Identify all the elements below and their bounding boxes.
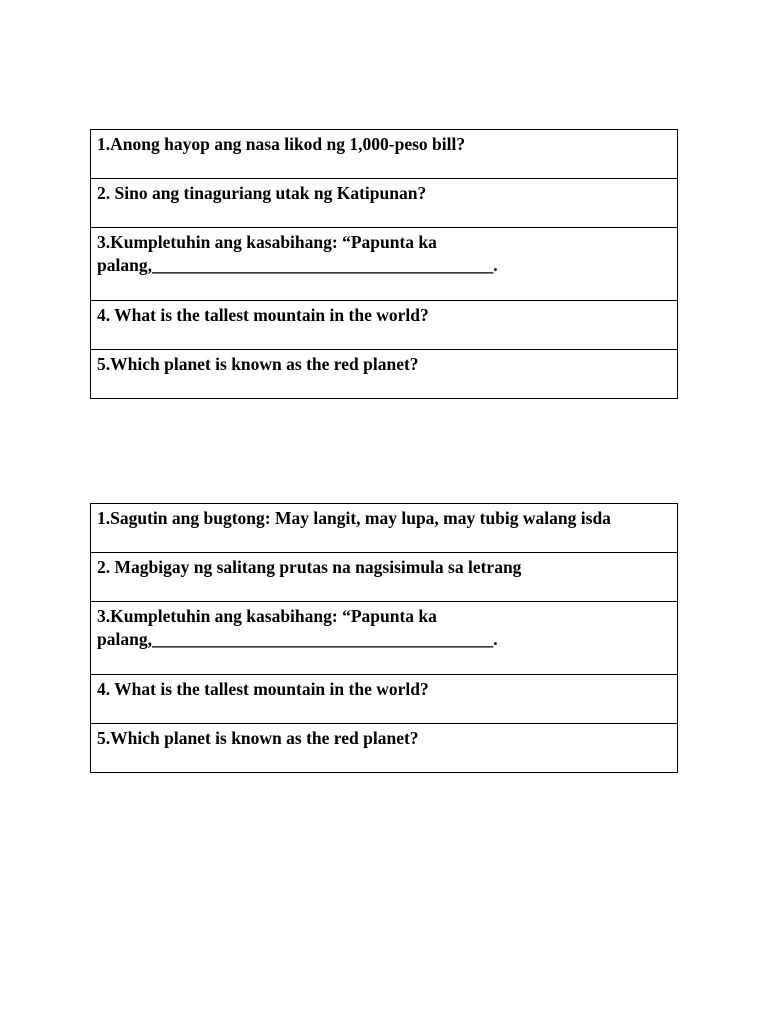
table-row (91, 301, 678, 350)
question-table-2 (90, 503, 678, 773)
question-3-cell: 3.Kumpletuhin ang kasabihang: “Papunta ka palang,_______________________________________. (91, 228, 678, 301)
question-1-cell: 1.Sagutin ang bugtong: May langit, may lupa, may tubig walang isda (91, 504, 678, 553)
question-2-cell: 2. Magbigay ng salitang prutas na nagsisimula sa letrang (91, 553, 678, 602)
table-row (91, 553, 678, 602)
question-4-cell: 4. What is the tallest mountain in the world? (91, 301, 678, 350)
question-4-cell: 4. What is the tallest mountain in the world? (91, 675, 678, 724)
table-row (91, 179, 678, 228)
question-table-1 (90, 129, 678, 399)
question-1-cell: 1.Anong hayop ang nasa likod ng 1,000-peso bill? (91, 130, 678, 179)
question-3-cell: 3.Kumpletuhin ang kasabihang: “Papunta ka palang,_______________________________________. (91, 602, 678, 675)
table-row (91, 675, 678, 724)
table-row (91, 724, 678, 773)
table-row (91, 228, 678, 301)
table-row (91, 130, 678, 179)
question-5-cell: 5.Which planet is known as the red planet? (91, 350, 678, 399)
table-row (91, 350, 678, 399)
table-row (91, 504, 678, 553)
question-5-cell: 5.Which planet is known as the red planet? (91, 724, 678, 773)
table-row (91, 602, 678, 675)
question-2-cell: 2. Sino ang tinaguriang utak ng Katipunan? (91, 179, 678, 228)
